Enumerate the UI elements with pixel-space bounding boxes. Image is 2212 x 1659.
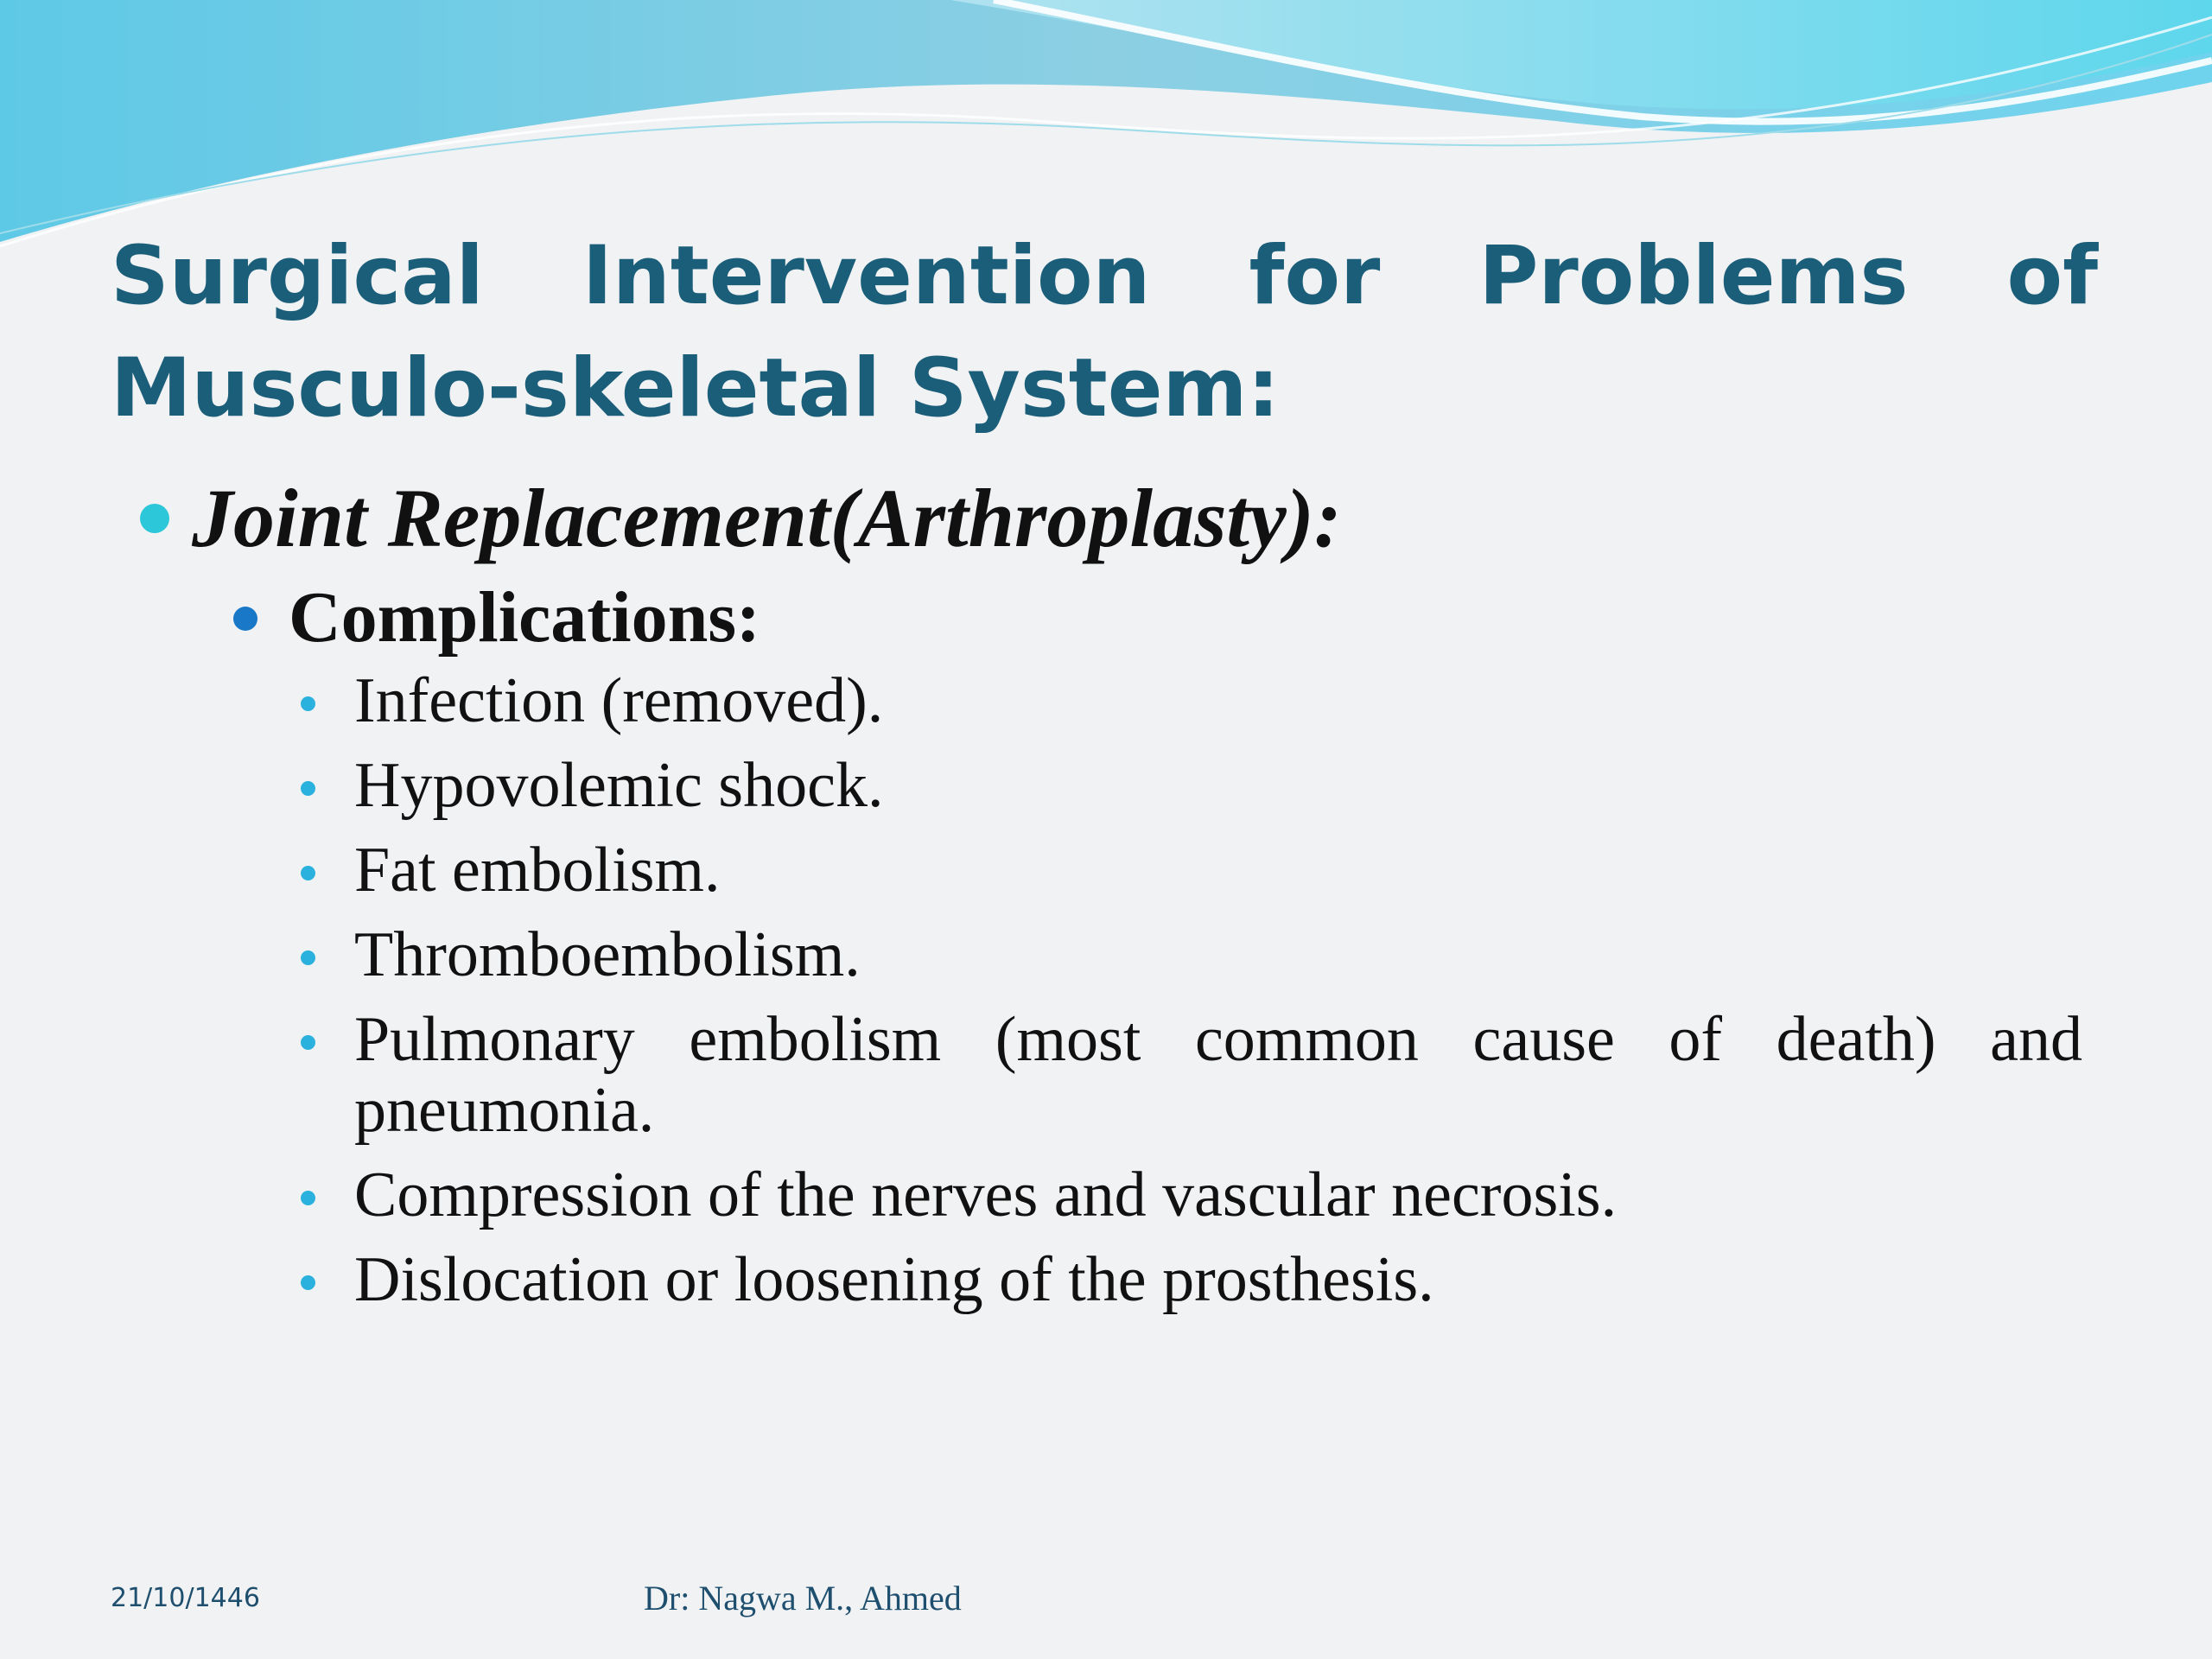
list-item: Thromboembolism. [294,919,2082,990]
complications-list [294,665,2082,1329]
list-item: Fat embolism. [294,835,2082,906]
subtopic-heading: Complications: [289,577,760,658]
list-item: Compression of the nerves and vascular necrosis. [294,1160,2082,1230]
slide-title: Surgical Intervention for Problems of Musculo-skeletal System: [111,229,2098,435]
topic-heading: Joint Replacement(Arthroplasty): [192,472,1342,564]
bullet-level1 [140,504,169,533]
list-item: Infection (removed). [294,665,2082,736]
list-item: Pulmonary embolism (most common cause of death) and pneumonia. [294,1004,2082,1146]
list-item: Dislocation or loosening of the prosthesis. [294,1244,2082,1315]
bullet-level2 [233,607,257,631]
footer-date: 21/10/1446 [111,1583,260,1613]
footer-author: Dr: Nagwa M., Ahmed [644,1579,962,1618]
list-item: Hypovolemic shock. [294,750,2082,821]
